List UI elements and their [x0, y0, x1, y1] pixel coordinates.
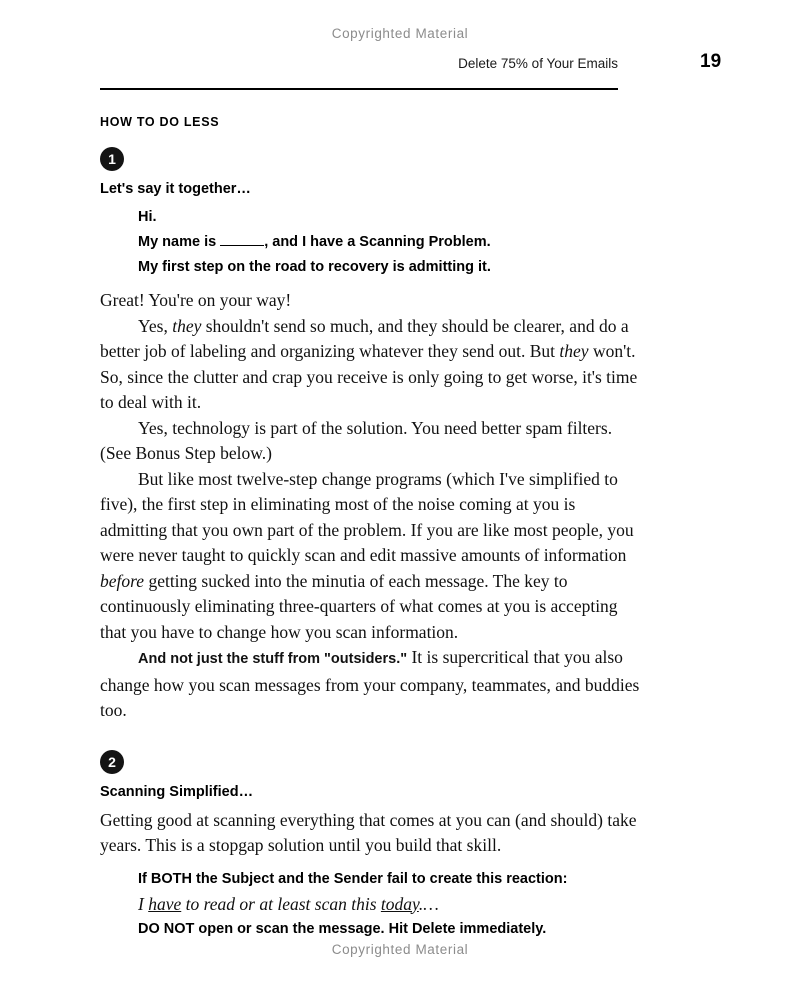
callout-action: DO NOT open or scan the message. Hit Delete immediately. [138, 920, 547, 937]
running-head: Delete 75% of Your Emails [458, 56, 618, 71]
paragraph-outsiders: And not just the stuff from "outsiders." It is supercritical that you also change how you scan messages from your company, teammates, and buddies too. [100, 647, 640, 720]
step-heading-2: Scanning Simplified… [100, 783, 254, 800]
watermark-top: Copyrighted Material [331, 26, 469, 41]
step-number-badge-2: 2 [100, 750, 124, 774]
script-line-first-step: My first step on the road to recovery is admitting it. [138, 259, 491, 275]
header-divider [100, 88, 618, 90]
section-label: HOW TO DO LESS [100, 115, 220, 129]
page-content [100, 115, 640, 942]
step-heading-1: Let's say it together… [100, 181, 251, 197]
callout-condition: If BOTH the Subject and the Sender fail to create this reaction: [138, 870, 568, 887]
page-number: 19 [700, 51, 722, 72]
step-number-badge-1: 1 [100, 147, 124, 171]
blank-fill-line [220, 232, 264, 246]
callout-quote: I have to read or at least scan this today.… [138, 893, 439, 914]
paragraph-great: Great! You're on your way! [100, 290, 292, 310]
paragraph-scanning: Getting good at scanning everything that comes at you can (and should) take years. This is a stopgap solution until you build that skill. [100, 809, 637, 855]
script-line-hi: Hi. [138, 209, 157, 225]
paragraph-twelve-step: But like most twelve-step change programs (which I've simplified to five), the first step in eliminating most of the noise coming at you is admitting that you own part of the problem. If you are like most people, you were never taught to quickly scan and edit massive amounts of information before getting sucked into the minutia of each message. The key to continuously eliminating three-quarters of what comes at you is accepting that you have to change how you scan information. [100, 468, 634, 642]
script-line-name: My name is , and I have a Scanning Problem. [138, 234, 491, 250]
paragraph-technology: Yes, technology is part of the solution. You need better spam filters. (See Bonus Step below.) [100, 417, 613, 463]
watermark-bottom: Copyrighted Material [331, 942, 469, 957]
paragraph-they: Yes, they shouldn't send so much, and they should be clearer, and do a better job of labeling and organizing whatever they send out. But they won't. So, since the clutter and crap you receive is only going to get worse, it's time to deal with it. [100, 315, 638, 412]
